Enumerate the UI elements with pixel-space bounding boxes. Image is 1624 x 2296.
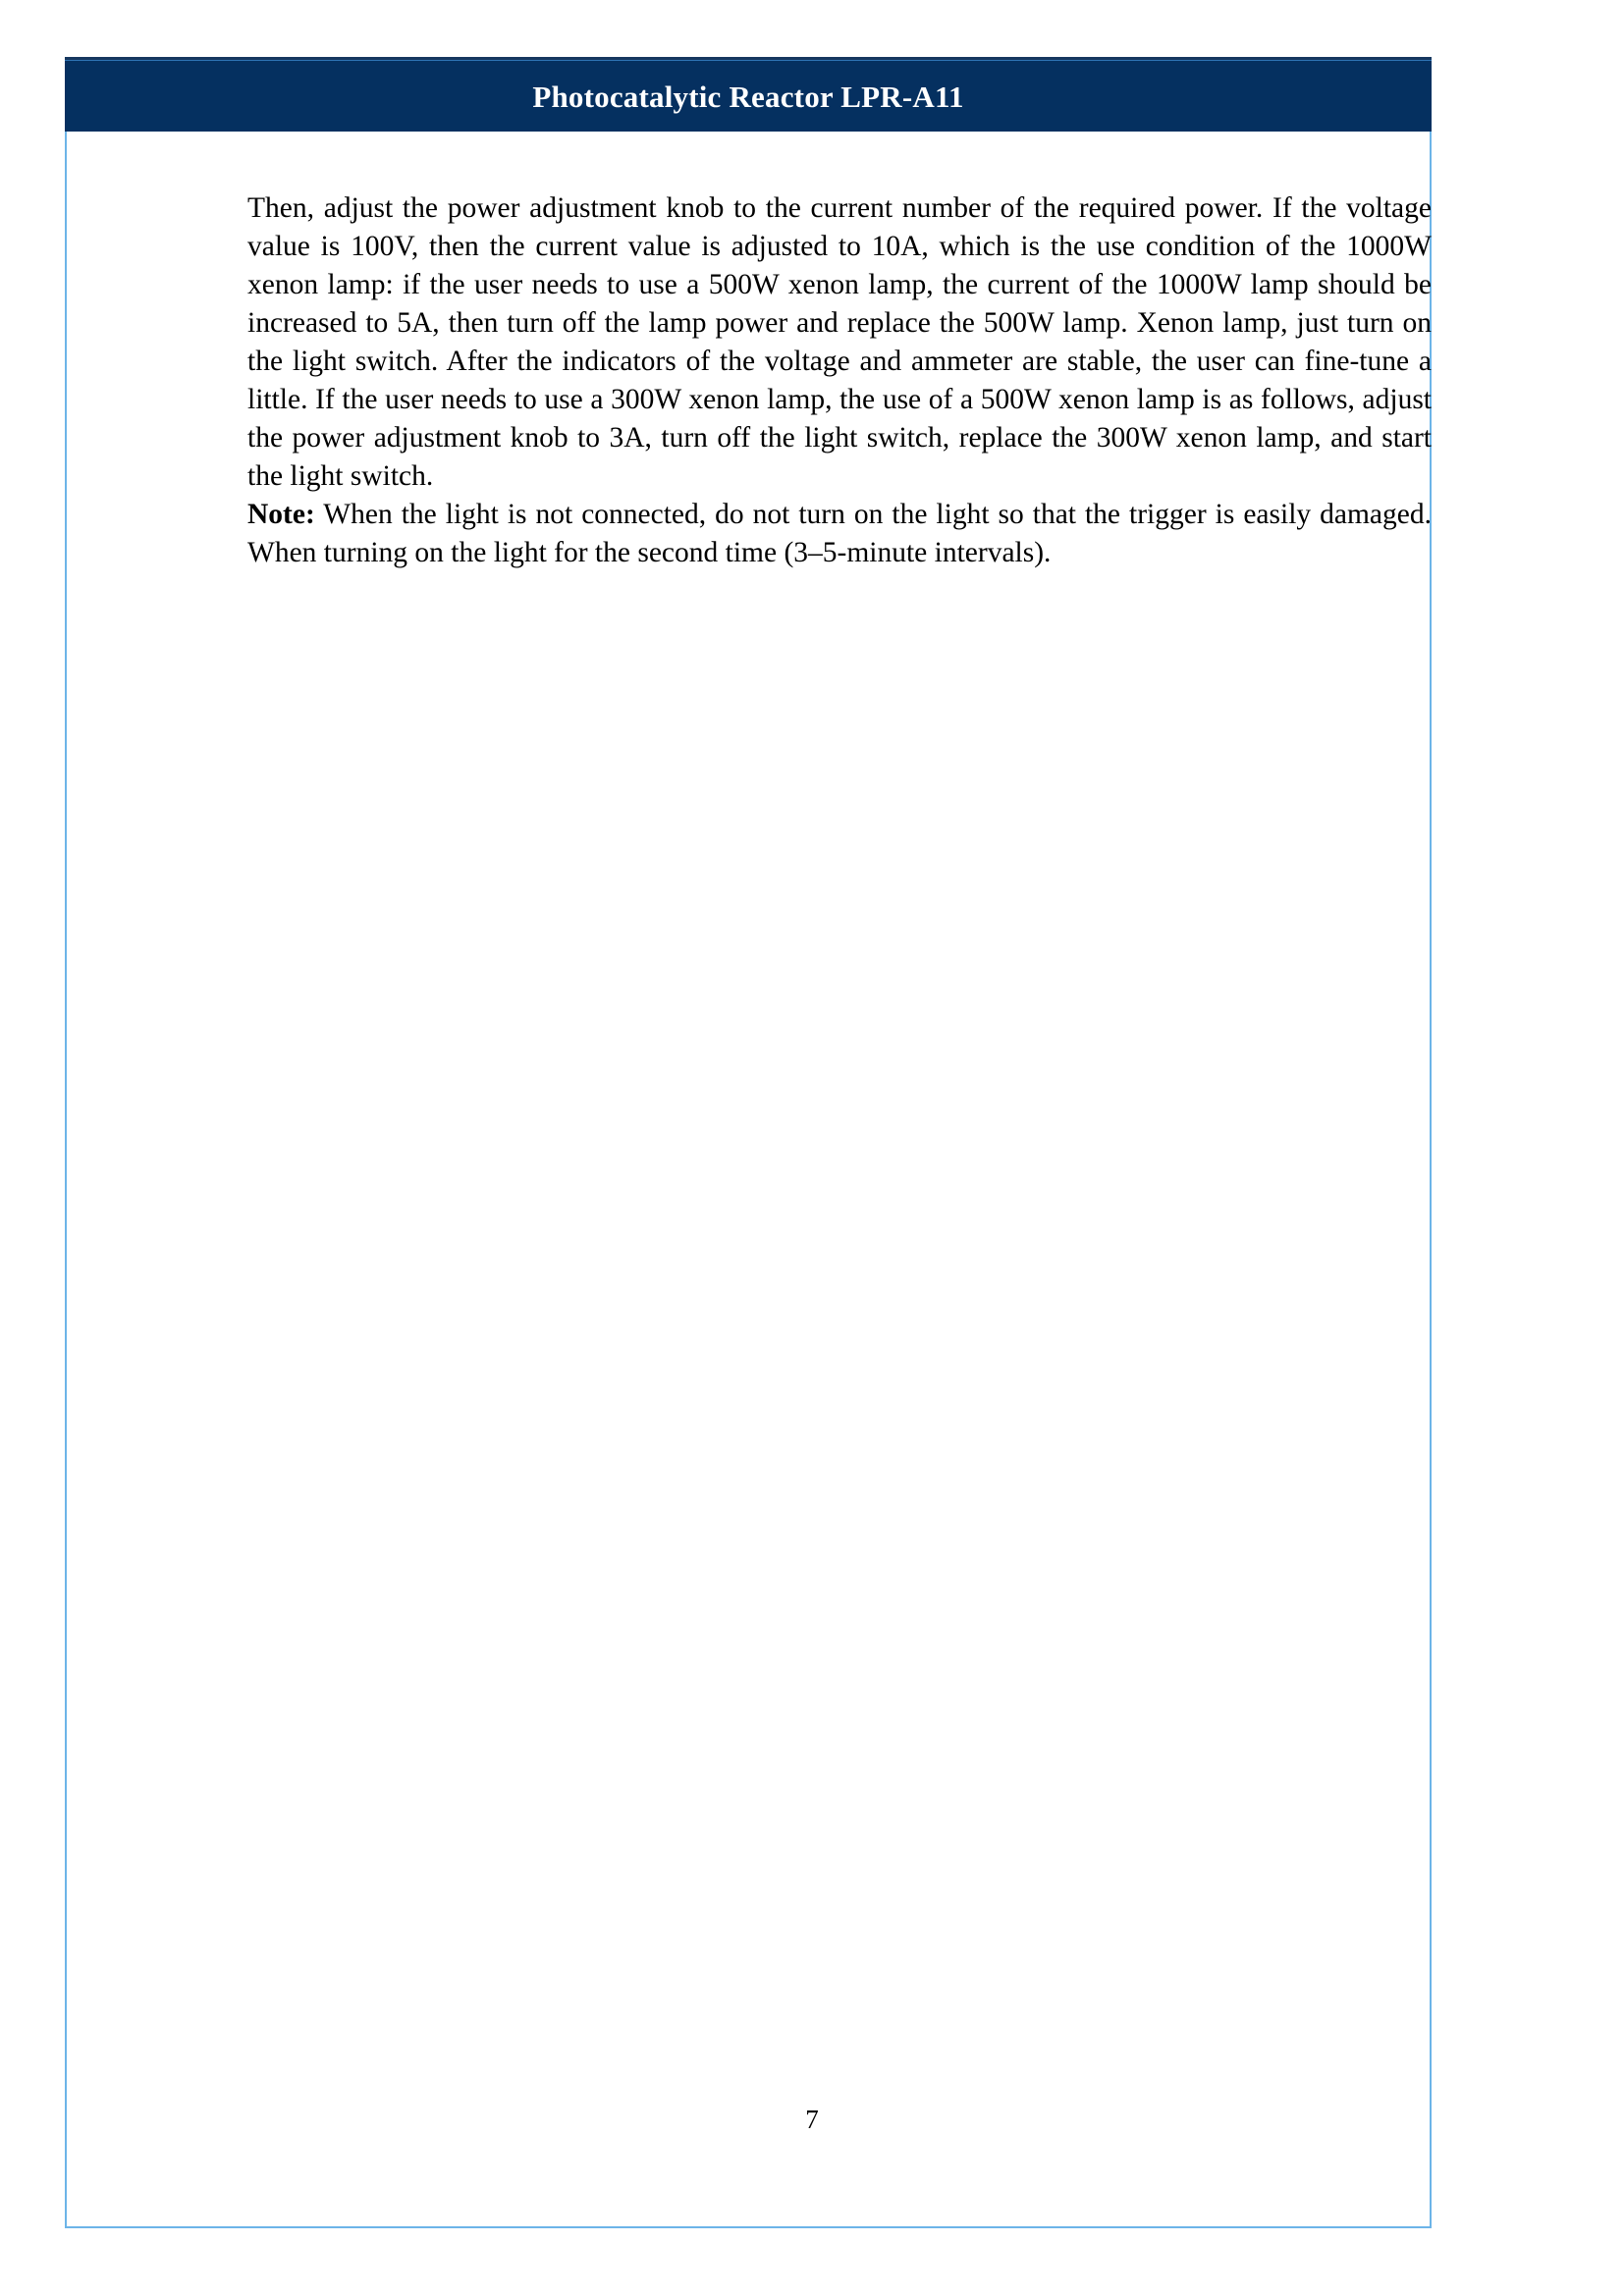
footer-page-number: 7: [805, 2105, 819, 2134]
document-header-band: [65, 61, 1432, 132]
document-body: [247, 189, 1432, 572]
page-title: Photocatalytic Reactor LPR-A11: [532, 79, 964, 114]
note-text: When the light is not connected, do not turn on the light so that the trigger is easily damaged. When turning on the light for the second time (3–5-minute intervals).: [247, 499, 1432, 568]
note-label: Note:: [247, 499, 315, 530]
body-paragraph-note: [247, 496, 1432, 572]
body-paragraph-instructions: Then, adjust the power adjustment knob to the current number of the required power. If the voltage value is 100V, then the current value is adjusted to 10A, which is the use condition of the 1000W xenon lamp: if the user needs to use a 500W xenon lamp, the current of the 1000W lamp should be increased to 5A, then turn off the lamp power and replace the 500W lamp. Xenon lamp, just turn on the light switch. After the indicators of the voltage and ammeter are stable, the user can fine-tune a little. If the user needs to use a 300W xenon lamp, the use of a 500W xenon lamp is as follows, adjust the power adjustment knob to 3A, turn off the light switch, replace the 300W xenon lamp, and start the light switch.: [247, 192, 1432, 492]
